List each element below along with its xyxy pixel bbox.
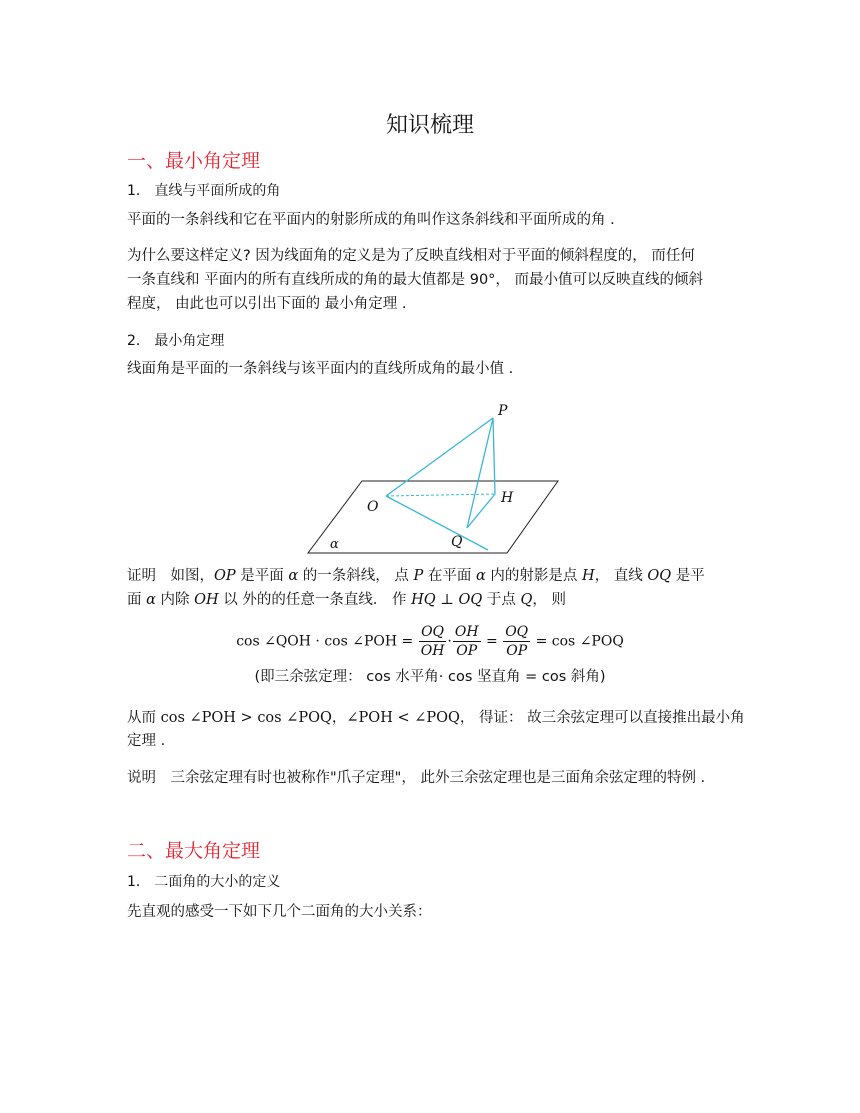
proof-line-1: 证明 如图，OP 是平面 α 的一条斜线， 点 P 在平面 α 内的射影是点 H， 直线 OQ 是平 <box>127 568 705 584</box>
label-alpha: α <box>330 537 339 552</box>
item1-heading: 1． 直线与平面所成的角 <box>127 183 281 199</box>
page-title: 知识梳理 <box>385 113 474 138</box>
item2-statement: 线面角是平面的一条斜线与该平面内的直线所成角的最小值 . <box>127 361 514 377</box>
plane-alpha <box>308 481 558 553</box>
plane-figure <box>300 398 570 558</box>
line-PH <box>493 418 495 494</box>
line-OH <box>386 494 495 496</box>
item1-definition: 平面的一条斜线和它在平面内的射影所成的角叫作这条斜线和平面所成的角 . <box>127 212 615 228</box>
label-O: O <box>367 499 379 515</box>
cosine-equation: cos ∠QOH · cos ∠POH = $\frac{OQ}{OH}$ · $\frac{OH}{OP}$ = $\frac{OQ}{OP}$ = cos ∠POQ <box>236 624 624 659</box>
section1-heading: 一、最小角定理 <box>127 150 261 172</box>
label-H: H <box>501 490 514 506</box>
label-P: P <box>498 403 508 419</box>
why-line-3: 程度， 由此也可以引出下面的 最小角定理 . <box>127 296 407 312</box>
proof-line-2: 面 α 内除 OH 以 外的的任意一条直线． 作 HQ ⊥ OQ 于点 Q， 则 <box>127 592 566 608</box>
section2-heading: 二、最大角定理 <box>127 840 261 862</box>
why-line-1: 为什么要这样定义? 因为线面角的定义是为了反映直线相对于平面的倾斜程度的， 而任何 <box>127 248 695 264</box>
section2-item1-text: 先直观的感受一下如下几个二面角的大小关系： <box>127 904 432 920</box>
conclusion-line-2: 定理 . <box>127 733 166 749</box>
item2-heading: 2． 最小角定理 <box>127 333 225 349</box>
section2-item1-heading: 1． 二面角的大小的定义 <box>127 874 281 890</box>
conclusion-line-1: 从而 cos ∠POH > cos ∠POQ，∠POH < ∠POQ， 得证： 故三余弦定理可以直接推出最小角 <box>127 710 745 726</box>
why-line-2: 一条直线和 平面内的所有直线所成的角的最大值都是 90°， 而最小值可以反映直线的倾斜 <box>127 272 704 288</box>
note: 说明 三余弦定理有时也被称作"爪子定理"， 此外三余弦定理也是三面角余弦定理的特例 . <box>127 770 706 786</box>
three-cosine-theorem: (即三余弦定理： cos 水平角· cos 坚直角 = cos 斜角) <box>254 669 606 685</box>
label-Q: Q <box>451 534 463 550</box>
